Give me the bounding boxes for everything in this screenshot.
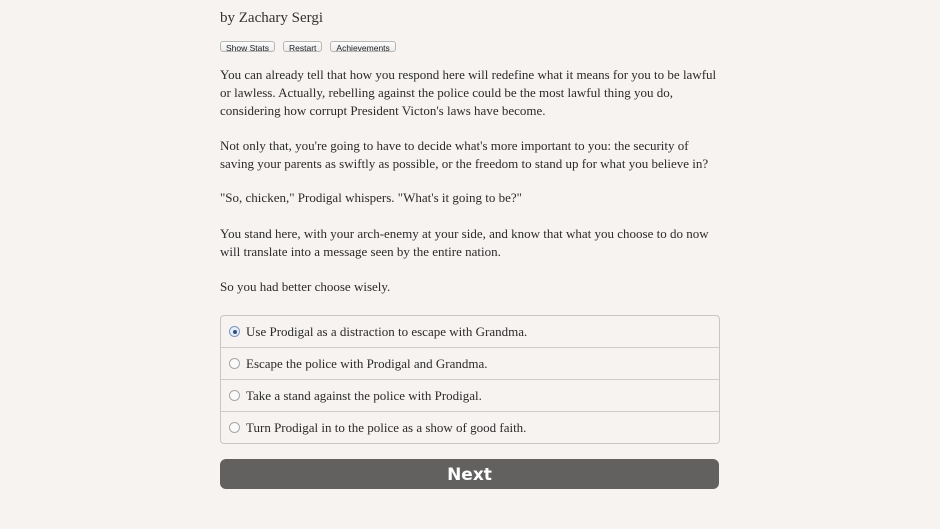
story-paragraph: "So, chicken," Prodigal whispers. "What's it going to be?" bbox=[220, 190, 522, 205]
restart-button[interactable]: Restart bbox=[283, 41, 322, 52]
radio-selected-icon[interactable] bbox=[229, 326, 240, 337]
choice-list bbox=[220, 315, 720, 444]
story-paragraph: You can already tell that how you respond here will redefine what it means for you to be lawful or lawless. Actually, rebelling against the police could be the most lawful thing you do, considering how corrupt President Victon's laws have become. bbox=[220, 67, 717, 118]
next-button[interactable]: Next bbox=[220, 459, 719, 489]
toolbar bbox=[220, 41, 396, 52]
choice-label: Use Prodigal as a distraction to escape with Grandma. bbox=[246, 323, 528, 339]
choice-option[interactable] bbox=[221, 347, 719, 379]
radio-icon[interactable] bbox=[229, 358, 240, 369]
story-paragraph: You stand here, with your arch-enemy at your side, and know that what you choose to do now will translate into a message seen by the entire nation. bbox=[220, 226, 709, 259]
story-paragraph: So you had better choose wisely. bbox=[220, 279, 391, 294]
author-byline: by Zachary Sergi bbox=[220, 10, 324, 26]
choice-label: Turn Prodigal in to the police as a show of good faith. bbox=[246, 419, 527, 435]
radio-icon[interactable] bbox=[229, 390, 240, 401]
choice-option[interactable] bbox=[221, 411, 719, 443]
radio-icon[interactable] bbox=[229, 422, 240, 433]
achievements-button[interactable]: Achievements bbox=[330, 41, 395, 52]
choice-option[interactable] bbox=[221, 316, 719, 347]
choice-label: Take a stand against the police with Prodigal. bbox=[246, 387, 482, 403]
choice-label: Escape the police with Prodigal and Grandma. bbox=[246, 355, 488, 371]
show-stats-button[interactable]: Show Stats bbox=[220, 41, 275, 52]
choice-option[interactable] bbox=[221, 379, 719, 411]
story-paragraph: Not only that, you're going to have to decide what's more important to you: the security of saving your parents as swiftly as possible, or the freedom to stand up for what you believe in? bbox=[220, 138, 709, 171]
